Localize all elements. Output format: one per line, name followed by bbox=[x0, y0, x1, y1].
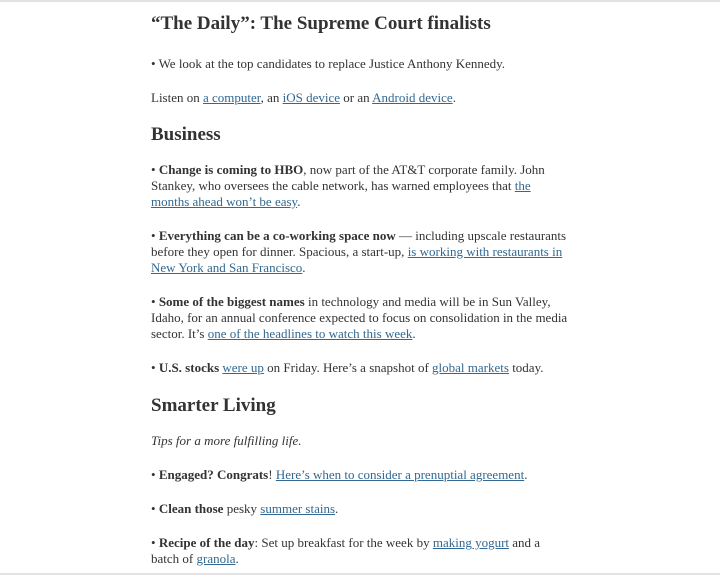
listen-android-link[interactable]: Android device bbox=[372, 90, 453, 105]
bullet: • bbox=[151, 501, 159, 516]
item-text: and a batch of bbox=[151, 535, 541, 566]
smarter-item-clean bbox=[151, 501, 571, 517]
item-text: in technology and media will be in Sun Valley, Idaho, for an annual conference expected to focus on consolidation in the media sector. It’s bbox=[151, 294, 568, 341]
newsletter-content bbox=[151, 12, 571, 567]
item-lead: Everything can be a co-working space now bbox=[158, 228, 396, 243]
item-end: . bbox=[412, 326, 416, 341]
headlines-article-link[interactable]: one of the headlines to watch this week bbox=[207, 326, 413, 341]
top-divider bbox=[0, 0, 720, 2]
item-text: , now part of the AT&T corporate family. John Stankey, who oversees the cable network, has warned employees that bbox=[151, 162, 545, 193]
making-yogurt-link[interactable]: making yogurt bbox=[432, 535, 510, 550]
bullet: • bbox=[151, 535, 159, 550]
item-lead: Clean those bbox=[158, 501, 224, 516]
item-text: — including upscale restaurants before they open for dinner. Spacious, a start-up, bbox=[151, 228, 567, 259]
coworking-article-link[interactable]: is working with restaurants in New York and San Francisco bbox=[151, 244, 563, 275]
daily-heading: “The Daily”: The Supreme Court finalists bbox=[151, 13, 491, 34]
listen-end: . bbox=[452, 90, 456, 105]
item-text: : Set up breakfast for the week by bbox=[254, 535, 433, 550]
smarter-item-engaged bbox=[151, 467, 571, 483]
item-end: . bbox=[302, 260, 306, 275]
smarter-item-recipe bbox=[151, 535, 571, 567]
item-lead: Change is coming to HBO bbox=[158, 162, 304, 177]
listen-sep: , an bbox=[260, 90, 283, 105]
business-item-stocks bbox=[151, 360, 571, 376]
smarter-living-intro bbox=[151, 433, 571, 449]
bullet: • bbox=[151, 360, 159, 375]
prenup-article-link[interactable]: Here’s when to consider a prenuptial agreement bbox=[275, 467, 525, 482]
item-lead: U.S. stocks bbox=[158, 360, 220, 375]
item-end: . bbox=[335, 501, 339, 516]
listen-sep: or an bbox=[340, 90, 373, 105]
item-text: pesky bbox=[223, 501, 261, 516]
listen-prefix: Listen on bbox=[151, 90, 203, 105]
listen-computer-link[interactable]: a computer bbox=[203, 90, 261, 105]
business-item-sun-valley bbox=[151, 294, 571, 342]
item-end: today. bbox=[508, 360, 544, 375]
business-item-coworking bbox=[151, 228, 571, 276]
item-lead: Recipe of the day bbox=[158, 535, 255, 550]
summer-stains-link[interactable]: summer stains bbox=[260, 501, 336, 516]
daily-bullet: • We look at the top candidates to replace Justice Anthony Kennedy. bbox=[151, 56, 506, 71]
stocks-up-link[interactable]: were up bbox=[222, 360, 264, 375]
granola-link[interactable]: granola bbox=[196, 551, 236, 566]
item-lead: Some of the biggest names bbox=[158, 294, 305, 309]
business-item-hbo bbox=[151, 162, 571, 210]
intro-text: Tips for a more fulfilling life. bbox=[151, 433, 302, 448]
business-heading: Business bbox=[151, 124, 221, 145]
listen-line bbox=[151, 90, 571, 106]
bullet: • bbox=[151, 294, 159, 309]
item-end: . bbox=[235, 551, 239, 566]
bullet: • bbox=[151, 467, 159, 482]
listen-ios-link[interactable]: iOS device bbox=[282, 90, 341, 105]
item-end: . bbox=[297, 194, 301, 209]
item-text: on Friday. Here’s a snapshot of bbox=[263, 360, 433, 375]
item-lead: Engaged? Congrats bbox=[158, 467, 269, 482]
hbo-article-link[interactable]: the months ahead won’t be easy bbox=[151, 178, 531, 209]
bullet: • bbox=[151, 228, 159, 243]
item-end: . bbox=[524, 467, 528, 482]
bullet: • bbox=[151, 162, 159, 177]
smarter-living-heading: Smarter Living bbox=[151, 395, 276, 416]
item-text: ! bbox=[268, 467, 276, 482]
global-markets-link[interactable]: global markets bbox=[432, 360, 509, 375]
